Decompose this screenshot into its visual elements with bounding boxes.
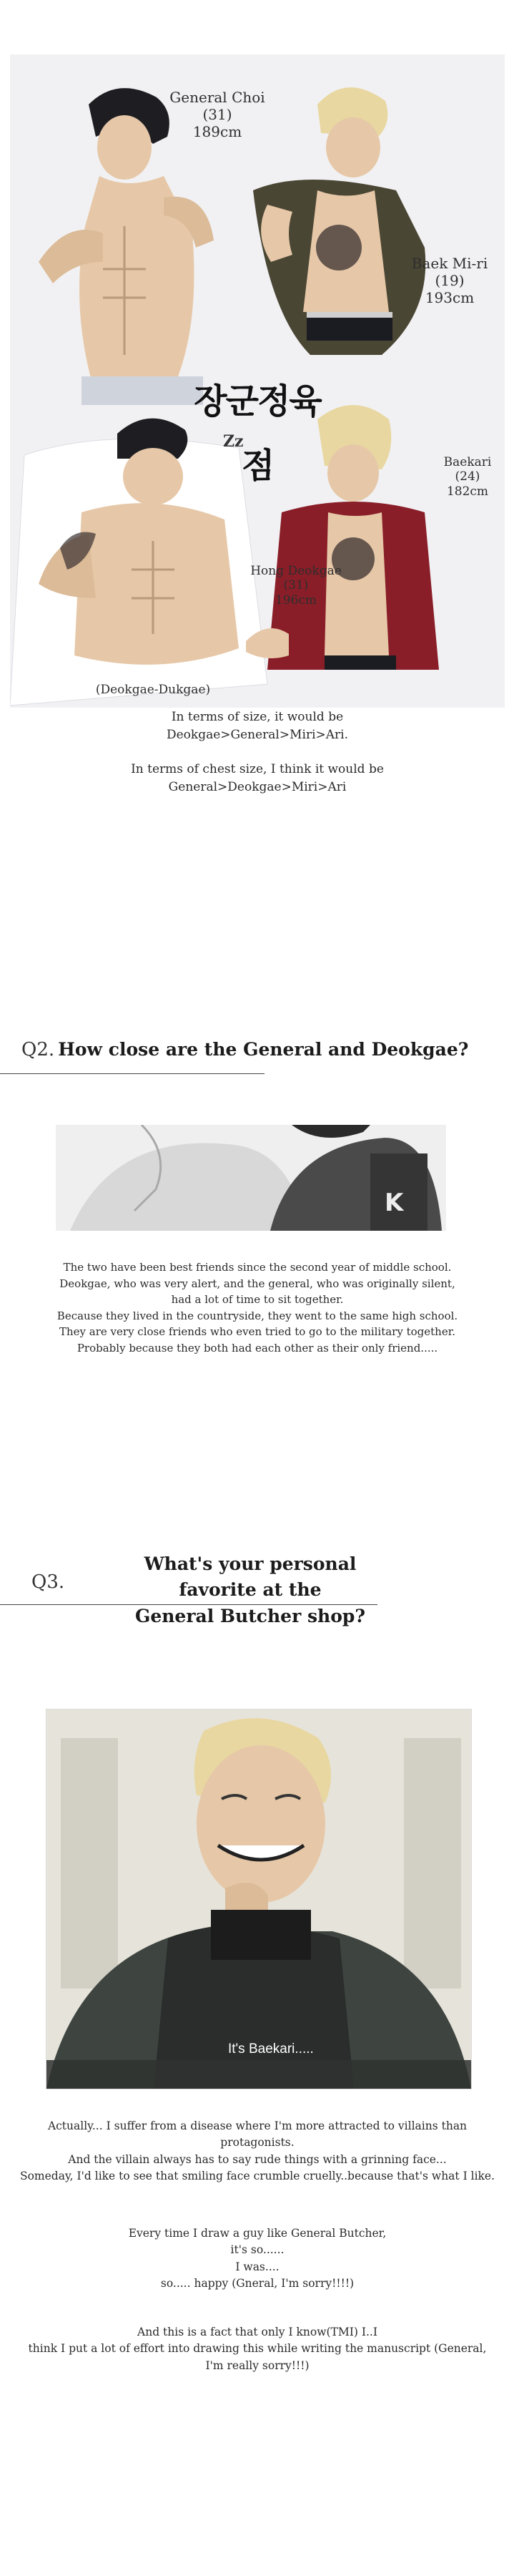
q2-heading	[21, 1039, 479, 1060]
q3-answer-b	[14, 2225, 500, 2292]
hong-deokgae-label	[239, 564, 353, 608]
general-butcher-logo: 장군정육점	[194, 381, 321, 486]
baekari-figure	[246, 405, 439, 670]
q3-answer-line: so..... happy (Gneral, I'm sorry!!!!)	[160, 2276, 355, 2290]
general-choi-height: 189cm	[192, 123, 242, 140]
q3-answer-line: think I put a lot of effort into drawing this while writing the manuscript (General,	[28, 2342, 487, 2356]
hong-deokgae-height: 196cm	[275, 592, 317, 608]
q3-number: Q3.	[31, 1571, 65, 1593]
hong-deokgae-figure	[10, 419, 267, 706]
q2-answer-line: They are very close friends who even tried to go to the military together.	[59, 1325, 455, 1338]
q3-answer-line: And this is a fact that only I know(TMI) I..I	[137, 2326, 377, 2338]
q3-underline	[0, 1604, 377, 1605]
q3-answer-line: And the villain always has to say rude things with a grinning face...	[68, 2152, 447, 2166]
chest-ranking-line-1: In terms of chest size, I think it would be	[131, 762, 384, 777]
q3-answer-line: protagonists.	[220, 2136, 295, 2150]
general-choi-name: General Choi	[169, 89, 265, 106]
q3-answer-c	[14, 2324, 500, 2374]
character-lineup-panel	[10, 54, 505, 708]
hong-deokgae-nickname: (Deokgae-Dukgae)	[95, 683, 211, 697]
svg-text:K: K	[385, 1189, 404, 1217]
chest-ranking-line-2: General>Deokgae>Miri>Ari	[168, 779, 347, 794]
baekari-height: 182cm	[446, 484, 489, 499]
q2-number: Q2.	[21, 1039, 55, 1060]
q2-title: How close are the General and Deokgae?	[58, 1039, 469, 1060]
size-ranking-text	[79, 708, 436, 796]
q2-answer-line: Probably because they both had each other as their only friend.....	[76, 1341, 438, 1355]
baekari-smiling-drawing	[46, 1709, 471, 2089]
q2-answer-text	[14, 1259, 500, 1356]
size-ranking-line-1: In terms of size, it would be	[171, 710, 344, 724]
q3-answer-a	[14, 2118, 500, 2185]
friends-sketch	[56, 1125, 446, 1231]
q2-answer-line: Deokgae, who was very alert, and the general, who was originally silent,	[59, 1277, 455, 1290]
baekari-label	[432, 455, 503, 499]
q3-answer-line: I'm really sorry!!!)	[205, 2358, 310, 2372]
sleep-zzz-mark: Zz	[223, 432, 244, 451]
q3-answer-line: Actually... I suffer from a disease where I'm more attracted to villains than	[47, 2119, 468, 2132]
q3-answer-line: it's so......	[230, 2243, 285, 2257]
baek-miri-height: 193cm	[425, 289, 475, 306]
general-choi-label	[160, 89, 275, 140]
q2-answer-line: Because they lived in the countryside, they went to the same high school.	[56, 1309, 458, 1322]
q2-answer-line: The two have been best friends since the second year of middle school.	[63, 1261, 452, 1274]
hong-deokgae-name: Hong Deokgae (31)	[250, 564, 342, 593]
general-choi-age: (31)	[202, 106, 232, 123]
q3-title-line-2: General Butcher shop?	[135, 1605, 365, 1626]
q3-title	[107, 1551, 393, 1629]
baekari-caption: It's Baekari.....	[228, 2041, 314, 2057]
q2-illustration	[56, 1125, 446, 1231]
baek-miri-figure	[253, 87, 425, 355]
q3-title-line-1: What's your personal favorite at the	[144, 1553, 357, 1601]
q3-answer-line: I was....	[235, 2260, 280, 2273]
baekari-name: Baekari (24)	[443, 455, 492, 484]
q2-underline	[0, 1073, 265, 1074]
baek-miri-label	[396, 255, 503, 306]
q3-answer-line: Someday, I'd like to see that smiling face crumble cruelly..because that's what I like.	[19, 2169, 495, 2182]
baekari-illustration	[46, 1709, 472, 2089]
q2-answer-line: had a lot of time to sit together.	[171, 1293, 344, 1306]
q3-answer-line: Every time I draw a guy like General Butcher,	[128, 2227, 387, 2240]
baek-miri-name: Baek Mi-ri (19)	[411, 255, 488, 289]
size-ranking-line-2: Deokgae>General>Miri>Ari.	[166, 727, 349, 742]
